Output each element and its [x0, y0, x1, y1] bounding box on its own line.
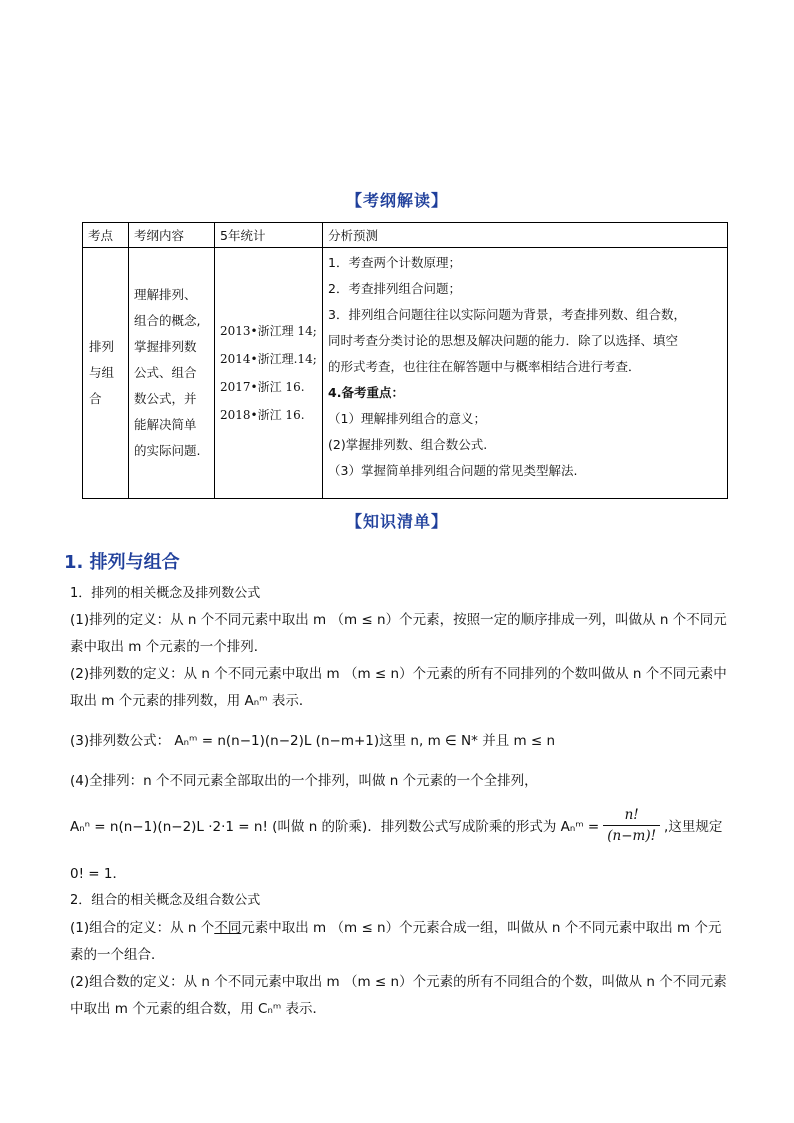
analysis-line: 的形式考查，也往往在解答题中与概率相结合进行考查．: [328, 359, 641, 374]
header-stats: 5年统计: [215, 223, 323, 248]
body-line: [70, 916, 730, 936]
body-line: 取出 m 个元素的排列数，用 Aₙᵐ 表示．: [70, 693, 313, 709]
analysis-line: (2)掌握排列数、组合数公式.: [328, 437, 488, 452]
analysis-line: 1．考查两个计数原理；: [328, 255, 461, 270]
content-line: 能解决简单: [134, 417, 197, 432]
kaodian-line: 与组: [89, 365, 115, 380]
stats-line: 2014•浙江理.14;: [220, 352, 317, 366]
kaodian-cell: [83, 248, 129, 499]
section-heading: 1. 排列与组合: [64, 552, 180, 573]
analysis-cell: [323, 248, 728, 499]
body-line: 中取出 m 个元素的组合数，用 Cₙᵐ 表示．: [70, 1001, 327, 1017]
header-content: 考纲内容: [129, 223, 215, 248]
body-line: 素的一个组合．: [70, 947, 165, 963]
fraction: [603, 807, 660, 844]
body-line: (1)排列的定义：从 n 个不同元素中取出 m （m ≤ n）个元素，按照一定的顺序排成一列，叫做从 n 个不同元: [70, 612, 727, 628]
body-line: 1．排列的相关概念及排列数公式: [70, 586, 261, 601]
text-span: (1)组合的定义：从 n 个: [70, 920, 215, 936]
content-line: 理解排列、: [134, 287, 197, 302]
content-cell: [129, 248, 215, 499]
kaodian-line: 合: [89, 391, 102, 406]
analysis-line: 4.备考重点：: [328, 385, 404, 400]
kaodian-line: 排列: [89, 339, 115, 354]
analysis-line: 2．考查排列组合问题；: [328, 281, 461, 296]
content-line: 公式、组合: [134, 365, 197, 380]
analysis-line: 3．排列组合问题往往以实际问题为背景，考查排列数、组合数，: [328, 307, 686, 322]
body-line: (2)排列数的定义：从 n 个不同元素中取出 m （m ≤ n）个元素的所有不同排列的个数叫做从 n 个不同元素中: [70, 666, 727, 682]
body-line: 2．组合的相关概念及组合数公式: [70, 893, 261, 908]
knowledge-list-title: 【知识清单】: [345, 512, 448, 531]
text-span: 元素中取出 m （m ≤ n）个元素合成一组，叫做从 n 个不同元素中取出 m 个元: [241, 920, 722, 936]
exam-outline-title: 【考纲解读】: [345, 191, 448, 210]
header-analysis: 分析预测: [323, 223, 728, 248]
stats-line: 2017•浙江 16.: [220, 380, 305, 394]
formula-line: (3)排列数公式： Aₙᵐ = n(n−1)(n−2)L (n−m+1)这里 n, m ∈ N* 并且 m ≤ n: [70, 733, 556, 749]
content-line: 掌握排列数: [134, 339, 197, 354]
content-line: 组合的概念,: [134, 313, 201, 328]
body-line: 素中取出 m 个元素的一个排列．: [70, 639, 268, 655]
body-line: 0! = 1．: [70, 866, 126, 882]
table-row: [83, 248, 728, 499]
factorial-text: Aₙⁿ = n(n−1)(n−2)L ·2·1 = n! (叫做 n 的阶乘)．排列数公式写成阶乘的形式为 Aₙᵐ =: [70, 819, 600, 835]
stats-cell: [215, 248, 323, 499]
table-header-row: [83, 223, 728, 248]
analysis-line: （1）理解排列组合的意义；: [328, 411, 486, 426]
analysis-line: 同时考查分类讨论的思想及解决问题的能力．除了以选择、填空: [328, 333, 679, 348]
formula-line-factorial: [70, 803, 730, 847]
exam-outline-table: [82, 222, 728, 499]
stats-line: 2018•浙江 16.: [220, 408, 305, 422]
fraction-numerator: n!: [603, 807, 660, 826]
fraction-denominator: (n−m)!: [607, 827, 657, 844]
factorial-suffix: ,这里规定: [664, 819, 723, 835]
body-line: (2)组合数的定义：从 n 个不同元素中取出 m （m ≤ n）个元素的所有不同组合的个数，叫做从 n 个不同元素: [70, 974, 727, 990]
underlined-text: 不同: [214, 920, 242, 936]
stats-line: 2013•浙江理 14;: [220, 324, 317, 338]
body-line: (4)全排列：n 个不同元素全部取出的一个排列，叫做 n 个元素的一个全排列，: [70, 773, 538, 789]
header-kaodian: 考点: [83, 223, 129, 248]
content-line: 的实际问题.: [134, 443, 201, 458]
analysis-line: （3）掌握简单排列组合问题的常见类型解法.: [328, 463, 578, 478]
content-line: 数公式，并: [134, 391, 197, 406]
